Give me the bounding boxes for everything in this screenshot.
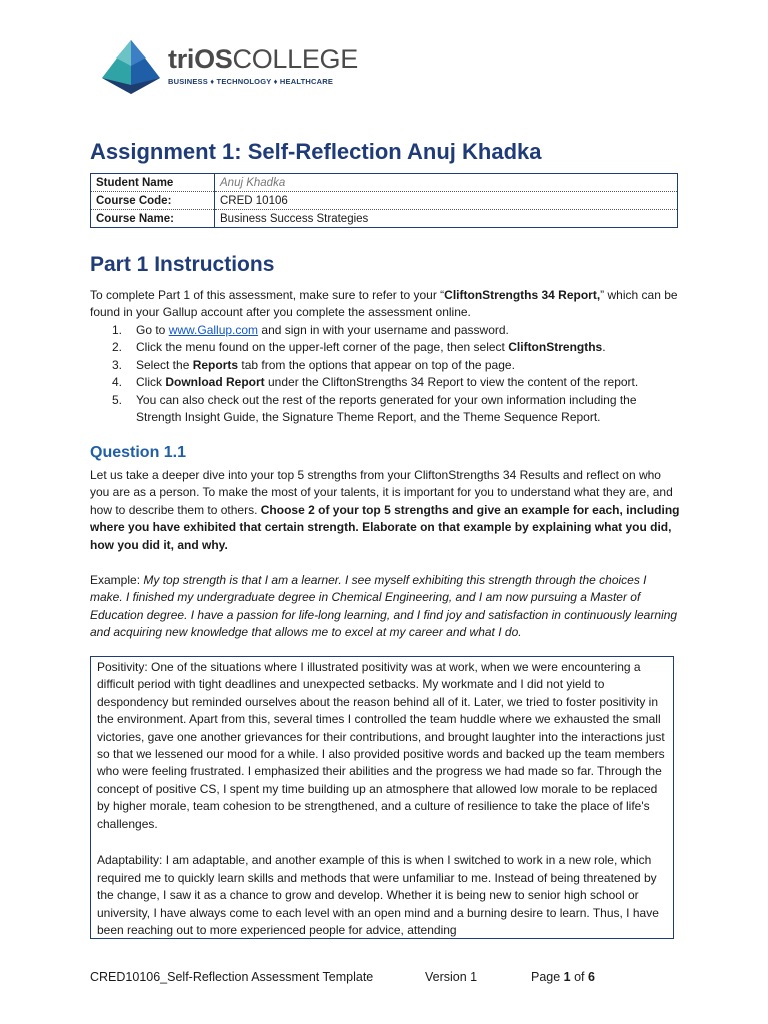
question-text-bold: Choose 2 of your top 5 strengths and give an example for each, including where you have exhibited that certain strength. Elaborate on that example by explaining what you did, how you did it, and why. xyxy=(90,502,680,552)
example-text: My top strength is that I am a learner. I see myself exhibiting this strength through the choices I make. I finished my undergraduate degree in Chemical Engineering, and I am now pursuing a Master of Education degree. I have a passion for life-long learning, and I find joy and satisfaction in continuously learning and acquiring new knowledge that allows me to excel at my career and what I do. xyxy=(90,573,678,640)
question-text-pre: Let us take a deeper dive into your top 5 strengths from your CliftonStrengths 34 Results and reflect on who you are as a person. To make the most of your talents, it is important for you to understand what they are, and how to describe them to others. xyxy=(90,468,673,517)
step-text: and sign in with your username and password. xyxy=(258,323,509,337)
positivity-answer: Positivity: One of the situations where I illustrated positivity was at work, when we were encountering a difficult period with tight deadlines and unexpected setbacks. My workmate and I did not yield to despondency but reminded ourselves about the reason behind all of it. Later, we tried to foster positivity in the environment. Apart from this, several times I controlled the team huddle where we exhausted the small victories, gave one another grievances for their contributions, and brought laughter into the interactions just so that we lessened our mood for a while. I also provided positive words and backed up the team members who were feeling frustrated. I emphasized their abilities and the progress we had made so far. Through the concept of positive CS, I spent my time building up an atmosphere that allowed low morale to be replaced by higher morale, team cohesion to be strengthened, and a culture of resilience to take the place of life's challenges. xyxy=(97,660,665,831)
step-number: 4. xyxy=(112,375,123,390)
step-text: Click xyxy=(136,375,166,390)
part1-intro xyxy=(90,287,680,322)
step-text: You can also check out the rest of the reports generated for your own information including the Strength Insight Guide, the Signature Theme Report, and the Theme Sequence Report. xyxy=(136,392,637,425)
page-total: 6 xyxy=(588,970,595,984)
step-number: 1. xyxy=(112,323,123,337)
step-bold-text: Reports xyxy=(192,357,239,372)
gallup-link[interactable]: www.Gallup.com xyxy=(168,323,259,337)
footer-page-number xyxy=(531,970,595,984)
part1-heading: Part 1 Instructions xyxy=(90,253,275,276)
student-name-value: Anuj Khadka xyxy=(215,174,678,192)
step-text: under the CliftonStrengths 34 Report to view the content of the report. xyxy=(264,375,639,390)
table-row xyxy=(91,210,678,228)
adaptability-answer: Adaptability: I am adaptable, and another example of this is when I switched to work in a new role, which required me to quickly learn skills and methods that were unfamiliar to me. Instead of being threatened by the change, I saw it as a chance to grow and develop. Whether it is being new to senior high school or university, I have always come to each level with an open mind and a burning desire to learn. Thus, I have been reaching out to more experienced people for advice, attending xyxy=(97,853,659,938)
page-current: 1 xyxy=(563,970,571,984)
intro-text-post: ” which can be found in your Gallup account after you complete the assessment online. xyxy=(90,288,678,320)
list-item xyxy=(90,357,680,374)
step-text: Click the menu found on the upper-left corner of the page, then select xyxy=(136,340,509,355)
footer-version: Version 1 xyxy=(425,970,478,984)
page-prefix: Page xyxy=(531,970,564,984)
intro-text-pre: To complete Part 1 of this assessment, make sure to refer to your “ xyxy=(90,288,445,302)
logo-brand-light: COLLEGE xyxy=(232,44,358,74)
question-heading: Question 1.1 xyxy=(90,444,187,461)
pyramid-logo-icon xyxy=(100,38,162,96)
step-bold-text: Download Report xyxy=(165,375,265,390)
step-text: Go to xyxy=(136,323,169,337)
step-bold-text: CliftonStrengths xyxy=(508,340,603,355)
step-number: 2. xyxy=(112,340,123,355)
assignment-title: Assignment 1: Self-Reflection Anuj Khadka xyxy=(90,139,542,164)
example-paragraph xyxy=(90,572,682,642)
step-text: tab from the options that appear on top of the page. xyxy=(238,357,515,372)
footer-doc-name: CRED10106_Self-Reflection Assessment Template xyxy=(90,970,374,984)
course-name-label: Course Name: xyxy=(91,210,215,228)
table-row xyxy=(91,192,678,210)
page-separator: of xyxy=(570,970,588,984)
list-item xyxy=(90,392,680,427)
step-text: Select the xyxy=(136,357,193,372)
logo-brand-bold: triOS xyxy=(168,44,233,74)
logo-wordmark xyxy=(168,44,358,74)
step-number: 5. xyxy=(112,392,123,407)
list-item xyxy=(90,339,680,356)
student-name-label: Student Name xyxy=(91,174,215,192)
trios-college-logo xyxy=(100,38,358,96)
course-code-value: CRED 10106 xyxy=(215,192,678,210)
logo-tagline: BUSINESS ♦ TECHNOLOGY ♦ HEALTHCARE xyxy=(168,77,334,86)
step-number: 3. xyxy=(112,357,123,372)
course-name-value: Business Success Strategies xyxy=(220,212,369,225)
table-row xyxy=(91,174,678,192)
step-text: . xyxy=(602,340,606,355)
instruction-steps xyxy=(90,322,680,426)
intro-text-bold: CliftonStrengths 34 Report, xyxy=(444,288,601,302)
student-info-table xyxy=(90,173,678,228)
question-text xyxy=(90,467,680,554)
example-label: Example: xyxy=(90,573,144,587)
course-code-label: Course Code: xyxy=(91,192,215,210)
list-item xyxy=(90,374,680,391)
answer-text-box[interactable] xyxy=(90,656,674,939)
list-item xyxy=(90,322,680,339)
